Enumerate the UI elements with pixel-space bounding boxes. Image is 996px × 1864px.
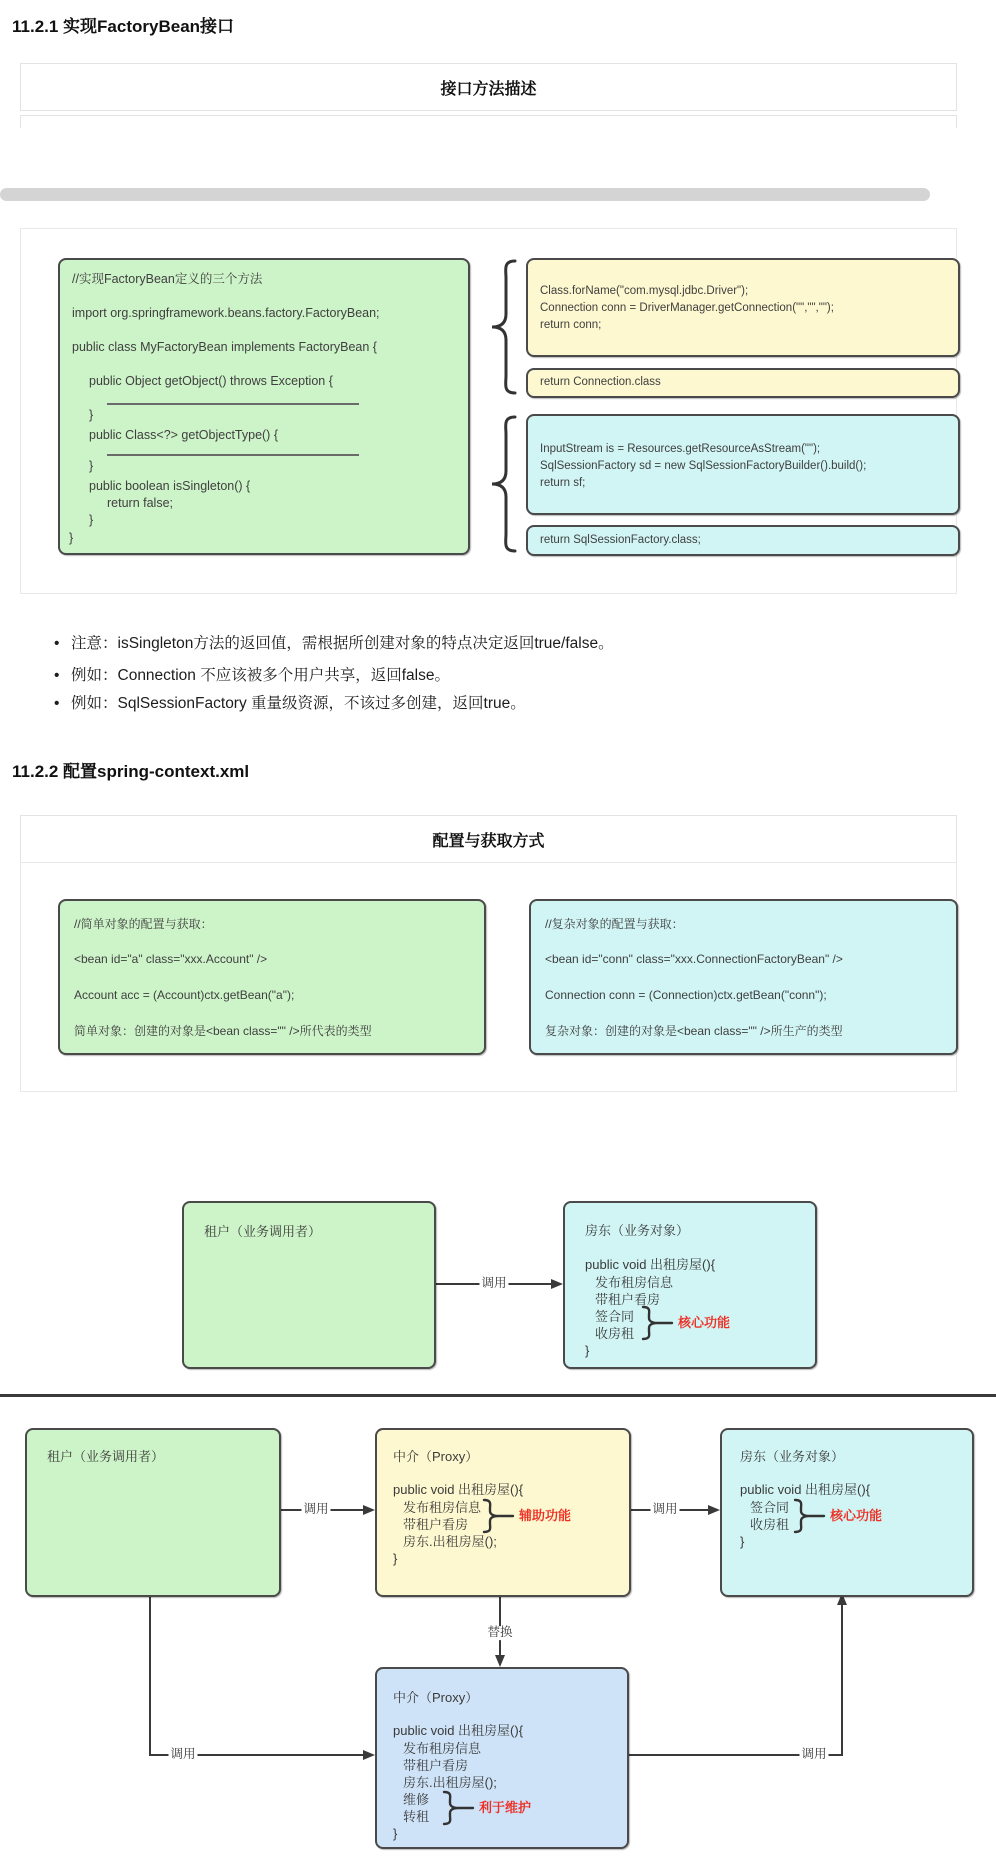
- arrowhead-down-icon: [495, 1655, 505, 1667]
- list-item-text: 例如：Connection 不应该被多个用户共享，返回false。: [71, 667, 450, 684]
- complex-object-box: [529, 899, 958, 1055]
- code-line: 发布租房信息: [595, 1275, 674, 1290]
- code-line: public void 出租房屋(){: [393, 1723, 524, 1738]
- code-line: }: [740, 1534, 745, 1549]
- code-line: public Class<?> getObjectType() {: [89, 428, 278, 442]
- code-line: 签合同: [750, 1500, 790, 1515]
- table1-header-cell: [20, 63, 957, 111]
- table2-header-text: 配置与获取方式: [432, 833, 545, 850]
- box-title: 租户（业务调用者）: [47, 1449, 165, 1464]
- group-brace-icon: [481, 1498, 515, 1534]
- code-line: SqlSessionFactory sd = new SqlSessionFactoryBuilder().build();: [540, 460, 867, 472]
- code-line: 发布租房信息: [403, 1741, 482, 1756]
- box-title: 租户（业务调用者）: [204, 1224, 322, 1239]
- curly-brace-icon: [479, 414, 521, 554]
- getobjecttype-sqlsessionfactory-box: [526, 525, 960, 556]
- code-line: //复杂对象的配置与获取：: [545, 917, 684, 931]
- code-line: InputStream is = Resources.getResourceAsStream("");: [540, 443, 821, 455]
- landlord-box: [563, 1201, 817, 1369]
- blank-underline: [107, 454, 359, 456]
- code-line: }: [585, 1343, 590, 1358]
- group-brace-icon: [640, 1305, 674, 1341]
- table1-body-stub: [20, 115, 957, 128]
- call-arrow-line: [841, 1605, 843, 1756]
- code-line: return sf;: [540, 477, 586, 489]
- code-line: public void 出租房屋(){: [740, 1482, 871, 1497]
- call-arrow-label: 调用: [170, 1747, 196, 1762]
- call-arrow-label: 调用: [801, 1747, 827, 1762]
- code-line: //简单对象的配置与获取：: [74, 917, 213, 931]
- getobject-sqlsessionfactory-box: [526, 414, 960, 515]
- replace-arrow-label: 替换: [487, 1625, 513, 1640]
- code-line: 带租户看房: [595, 1292, 661, 1307]
- list-item-text: 例如：SqlSessionFactory 重量级资源，不该过多创建，返回true。: [71, 695, 526, 712]
- aux-function-label: 辅助功能: [519, 1508, 572, 1523]
- simple-object-box: [58, 899, 486, 1055]
- horizontal-scrollbar-thumb[interactable]: [0, 188, 930, 201]
- code-line: 房东.出租房屋();: [403, 1534, 497, 1549]
- box-title: 房东（业务对象）: [740, 1449, 845, 1464]
- code-line: import org.springframework.beans.factory.FactoryBean;: [72, 306, 380, 320]
- code-line: }: [89, 459, 94, 473]
- code-line: }: [69, 531, 74, 545]
- code-line: }: [89, 408, 94, 422]
- table2-header-cell: [20, 815, 957, 864]
- factorybean-code-box: [58, 258, 470, 555]
- call-arrow-line: [149, 1593, 151, 1756]
- call-arrow-label: 调用: [481, 1276, 507, 1291]
- code-line: 带租户看房: [403, 1517, 469, 1532]
- list-item-text: 注意：isSingleton方法的返回值，需根据所创建对象的特点决定返回true/false。: [71, 635, 614, 652]
- core-function-label: 核心功能: [830, 1508, 883, 1523]
- maintain-label: 利于维护: [479, 1800, 532, 1815]
- arrowhead-right-icon: [363, 1750, 375, 1760]
- blank-underline: [107, 403, 359, 405]
- code-line: Connection conn = (Connection)ctx.getBean("conn");: [545, 988, 827, 1002]
- bullet-icon: •: [54, 667, 60, 684]
- section-divider: [0, 1394, 996, 1397]
- group-brace-icon: [792, 1498, 826, 1534]
- replace-arrow-line: [499, 1593, 501, 1655]
- box-title: 中介（Proxy）: [393, 1690, 479, 1705]
- code-line: 签合同: [595, 1309, 635, 1324]
- getobjecttype-connection-box: [526, 368, 960, 398]
- list-item: [54, 691, 526, 713]
- code-line: 复杂对象：创建的对象是<bean class="" />所生产的类型: [545, 1024, 843, 1038]
- code-line: return conn;: [540, 319, 602, 331]
- list-item: [54, 631, 614, 653]
- core-function-label: 核心功能: [678, 1315, 731, 1330]
- arrowhead-right-icon: [551, 1279, 563, 1289]
- code-line: //实现FactoryBean定义的三个方法: [72, 272, 263, 286]
- code-line: 发布租房信息: [403, 1500, 482, 1515]
- code-line: <bean id="a" class="xxx.Account" />: [74, 952, 268, 966]
- curly-brace-icon: [479, 258, 521, 396]
- arrowhead-right-icon: [708, 1505, 720, 1515]
- arrowhead-right-icon: [363, 1505, 375, 1515]
- code-line: <bean id="conn" class="xxx.ConnectionFactoryBean" />: [545, 952, 843, 966]
- code-line: return false;: [107, 496, 174, 510]
- section-heading-11-2-2: 11.2.2 配置spring-context.xml: [12, 762, 250, 781]
- code-line: 收房租: [595, 1326, 635, 1341]
- code-line: 维修: [403, 1792, 430, 1807]
- getobject-connection-box: [526, 258, 960, 357]
- call-arrow-label: 调用: [652, 1502, 678, 1517]
- proxy-box: [375, 1428, 631, 1597]
- code-line: 带租户看房: [403, 1758, 469, 1773]
- box-title: 中介（Proxy）: [393, 1449, 479, 1464]
- code-line: return SqlSessionFactory.class;: [540, 534, 701, 546]
- code-line: 转租: [403, 1809, 430, 1824]
- tenant-box: [182, 1201, 436, 1369]
- tenant-box: [25, 1428, 281, 1597]
- call-arrow-label: 调用: [303, 1502, 329, 1517]
- bullet-icon: •: [54, 635, 60, 652]
- code-line: return Connection.class: [540, 376, 661, 388]
- table1-header-text: 接口方法描述: [440, 80, 537, 98]
- code-line: public void 出租房屋(){: [585, 1257, 716, 1272]
- bullet-icon: •: [54, 695, 60, 712]
- group-brace-icon: [441, 1790, 475, 1826]
- code-line: public class MyFactoryBean implements FactoryBean {: [72, 340, 377, 354]
- code-line: public void 出租房屋(){: [393, 1482, 524, 1497]
- landlord-box: [720, 1428, 974, 1597]
- code-line: }: [393, 1551, 398, 1566]
- list-item: [54, 663, 450, 685]
- code-line: Connection conn = DriverManager.getConnection("","","");: [540, 302, 834, 314]
- code-line: 简单对象：创建的对象是<bean class="" />所代表的类型: [74, 1024, 372, 1038]
- code-line: Class.forName("com.mysql.jdbc.Driver");: [540, 285, 749, 297]
- code-line: 收房租: [750, 1517, 790, 1532]
- box-title: 房东（业务对象）: [585, 1223, 690, 1238]
- code-line: public boolean isSingleton() {: [89, 479, 251, 493]
- figure-factorybean-container: [20, 228, 957, 594]
- code-line: 房东.出租房屋();: [403, 1775, 497, 1790]
- section-heading-11-2-1: 11.2.1 实现FactoryBean接口: [12, 17, 235, 36]
- code-line: }: [393, 1826, 398, 1841]
- figure-config-container: [20, 862, 957, 1092]
- proxy2-box: [375, 1667, 629, 1849]
- code-line: }: [89, 513, 94, 527]
- code-line: public Object getObject() throws Exception {: [89, 374, 333, 388]
- code-line: Account acc = (Account)ctx.getBean("a");: [74, 988, 295, 1002]
